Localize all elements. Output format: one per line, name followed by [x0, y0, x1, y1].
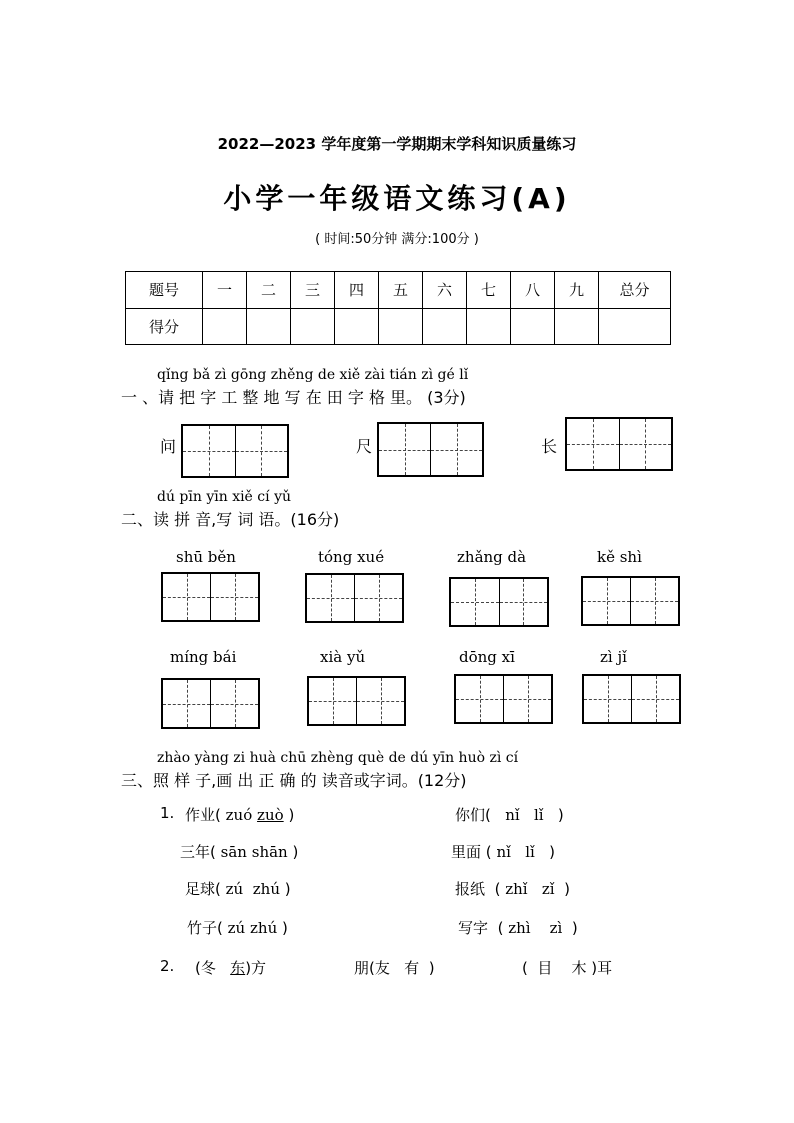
section1-title: 一 、请 把 字 工 整 地 写 在 田 字 格 里。 (3分) [121, 388, 466, 407]
score-cell[interactable] [335, 308, 379, 345]
score-cell[interactable] [467, 308, 511, 345]
score-table [125, 271, 671, 345]
reading-item [187, 917, 288, 938]
tianzige-grid[interactable] [161, 572, 260, 622]
item-option[interactable]: 有 [404, 959, 420, 977]
score-header-cell: 四 [335, 272, 379, 309]
item-option[interactable]: nǐ [505, 806, 520, 824]
item-close: )耳 [591, 959, 613, 977]
item-close: ) [557, 806, 564, 824]
score-header-cell: 三 [291, 272, 335, 309]
score-table-header-row [126, 272, 671, 309]
item-word: 竹子 [187, 919, 218, 937]
score-cell[interactable] [291, 308, 335, 345]
section3-title: 三、照 样 子,画 出 正 确 的 读音或字词。(12分) [121, 771, 467, 790]
section3-pinyin: zhào yàng zi huà chū zhèng què de dú yīn huò zì cí [157, 750, 519, 766]
char-prompt: 问 [160, 437, 177, 456]
exam-title: 小学一年级语文练习(A) [223, 182, 571, 215]
item-open: ( [494, 880, 501, 898]
item-option[interactable]: zhǐ [505, 880, 528, 898]
item-option-selected[interactable]: 东 [230, 959, 246, 977]
exam-subtitle: 2022—2023 学年度第一学期期末学科知识质量练习 [217, 135, 577, 153]
item-open: (冬 [195, 959, 216, 977]
item-word: 作业 [185, 806, 216, 824]
score-header-cell: 二 [247, 272, 291, 309]
item-option[interactable]: zhú [250, 919, 278, 937]
tianzige-cell[interactable] [431, 424, 482, 475]
score-header-cell: 五 [379, 272, 423, 309]
tianzige-cell[interactable] [163, 574, 211, 620]
tianzige-cell[interactable] [379, 424, 431, 475]
word-pinyin: zì jǐ [600, 648, 627, 666]
tianzige-cell[interactable] [355, 575, 402, 621]
score-row-label: 得分 [126, 308, 203, 345]
item-option[interactable]: zhú [252, 880, 281, 898]
tianzige-grid[interactable] [307, 676, 406, 726]
section2-title: 二、读 拼 音,写 词 语。(16分) [121, 510, 340, 529]
char-choice-item [195, 957, 266, 978]
score-header-cell: 一 [203, 272, 247, 309]
item-open: ( [210, 843, 216, 861]
item-word: 三年 [180, 843, 211, 861]
part1-label: 1. [160, 804, 175, 822]
item-option[interactable]: zú [225, 880, 244, 898]
item-close: ) [292, 843, 299, 861]
item-close: ) [288, 806, 295, 824]
item-option[interactable]: zì [549, 919, 563, 937]
word-pinyin: míng bái [170, 648, 237, 666]
reading-item [455, 878, 570, 899]
word-pinyin: kě shì [597, 548, 642, 566]
reading-item [455, 804, 564, 825]
score-header-cell: 七 [467, 272, 511, 309]
item-word: 足球 [185, 880, 216, 898]
tianzige-cell[interactable] [567, 419, 620, 469]
tianzige-grid[interactable] [181, 424, 289, 478]
tianzige-cell[interactable] [211, 680, 258, 727]
char-choice-item [354, 957, 435, 978]
item-option[interactable]: shān [251, 843, 288, 861]
item-option[interactable]: zuó [225, 806, 253, 824]
reading-item [458, 917, 578, 938]
item-close: ) [571, 919, 578, 937]
item-open: ( [522, 959, 528, 977]
score-cell[interactable] [379, 308, 423, 345]
tianzige-grid[interactable] [305, 573, 404, 623]
char-choice-item [522, 957, 612, 978]
tianzige-grid[interactable] [449, 577, 549, 627]
score-header-cell: 题号 [126, 272, 203, 309]
tianzige-grid[interactable] [581, 576, 680, 626]
tianzige-cell[interactable] [456, 676, 504, 722]
item-open: ( [215, 880, 221, 898]
item-prefix: 朋(友 [354, 959, 390, 977]
item-option[interactable]: lǐ [533, 806, 544, 824]
tianzige-cell[interactable] [451, 579, 500, 625]
item-close: ) [428, 959, 435, 977]
score-header-cell: 九 [555, 272, 599, 309]
item-close: ) [284, 880, 291, 898]
tianzige-cell[interactable] [584, 676, 632, 722]
item-word: 写字 [458, 919, 489, 937]
item-open: ( [485, 806, 491, 824]
score-cell[interactable] [511, 308, 555, 345]
score-cell[interactable] [423, 308, 467, 345]
score-table-score-row [126, 308, 671, 345]
tianzige-grid[interactable] [582, 674, 681, 724]
score-header-cell: 总分 [599, 272, 671, 309]
word-pinyin: xià yǔ [320, 648, 366, 666]
item-open: ( [217, 919, 223, 937]
item-option[interactable]: zǐ [541, 880, 555, 898]
tianzige-cell[interactable] [211, 574, 258, 620]
tianzige-cell[interactable] [183, 426, 236, 476]
tianzige-cell[interactable] [309, 678, 357, 724]
tianzige-grid[interactable] [565, 417, 673, 471]
word-pinyin: shū běn [176, 548, 236, 566]
word-pinyin: tóng xué [318, 548, 385, 566]
time-info: ( 时间:50分钟 满分:100分 ) [315, 232, 479, 247]
tianzige-cell[interactable] [163, 680, 211, 727]
tianzige-cell[interactable] [631, 578, 678, 624]
score-header-cell: 八 [511, 272, 555, 309]
item-word: 里面 [451, 843, 482, 861]
item-open: ( [215, 806, 221, 824]
item-open: ( [485, 843, 492, 861]
item-option-selected[interactable]: zuò [257, 806, 284, 824]
tianzige-cell[interactable] [307, 575, 355, 621]
score-cell[interactable] [203, 308, 247, 345]
tianzige-cell[interactable] [620, 419, 672, 469]
score-cell[interactable] [247, 308, 291, 345]
item-word: 报纸 [455, 880, 486, 898]
tianzige-grid[interactable] [161, 678, 260, 729]
part2-label: 2. [160, 957, 175, 975]
tianzige-cell[interactable] [583, 578, 631, 624]
item-option[interactable]: sān [220, 843, 247, 861]
word-pinyin: zhǎng dà [457, 548, 527, 566]
item-option[interactable]: 目 [537, 959, 553, 977]
item-close: ) [564, 880, 570, 898]
item-option[interactable]: 木 [571, 959, 587, 977]
tianzige-cell[interactable] [357, 678, 404, 724]
item-word: 你们 [455, 806, 486, 824]
tianzige-cell[interactable] [504, 676, 551, 722]
reading-item [451, 841, 555, 862]
item-close: ) [549, 843, 555, 861]
item-option[interactable]: lǐ [525, 843, 535, 861]
item-option[interactable]: zhì [508, 919, 531, 937]
item-close: ) [282, 919, 288, 937]
reading-item [180, 841, 298, 862]
word-pinyin: dōng xī [459, 648, 515, 666]
score-header-cell: 六 [423, 272, 467, 309]
score-cell[interactable] [555, 308, 599, 345]
reading-item [185, 804, 294, 825]
item-open: ( [497, 919, 504, 937]
char-prompt: 尺 [356, 437, 373, 456]
section2-pinyin: dú pīn yīn xiě cí yǔ [157, 489, 291, 505]
tianzige-cell[interactable] [500, 579, 548, 625]
tianzige-cell[interactable] [236, 426, 288, 476]
tianzige-cell[interactable] [632, 676, 679, 722]
section1-pinyin: qǐng bǎ zì gōng zhěng de xiě zài tián zì gé lǐ [157, 367, 469, 383]
reading-item [185, 878, 291, 899]
tianzige-grid[interactable] [377, 422, 484, 477]
item-option[interactable]: zú [227, 919, 246, 937]
char-prompt: 长 [541, 437, 558, 456]
item-close: )方 [245, 959, 267, 977]
item-option[interactable]: nǐ [496, 843, 511, 861]
score-cell[interactable] [599, 308, 671, 345]
tianzige-grid[interactable] [454, 674, 553, 724]
